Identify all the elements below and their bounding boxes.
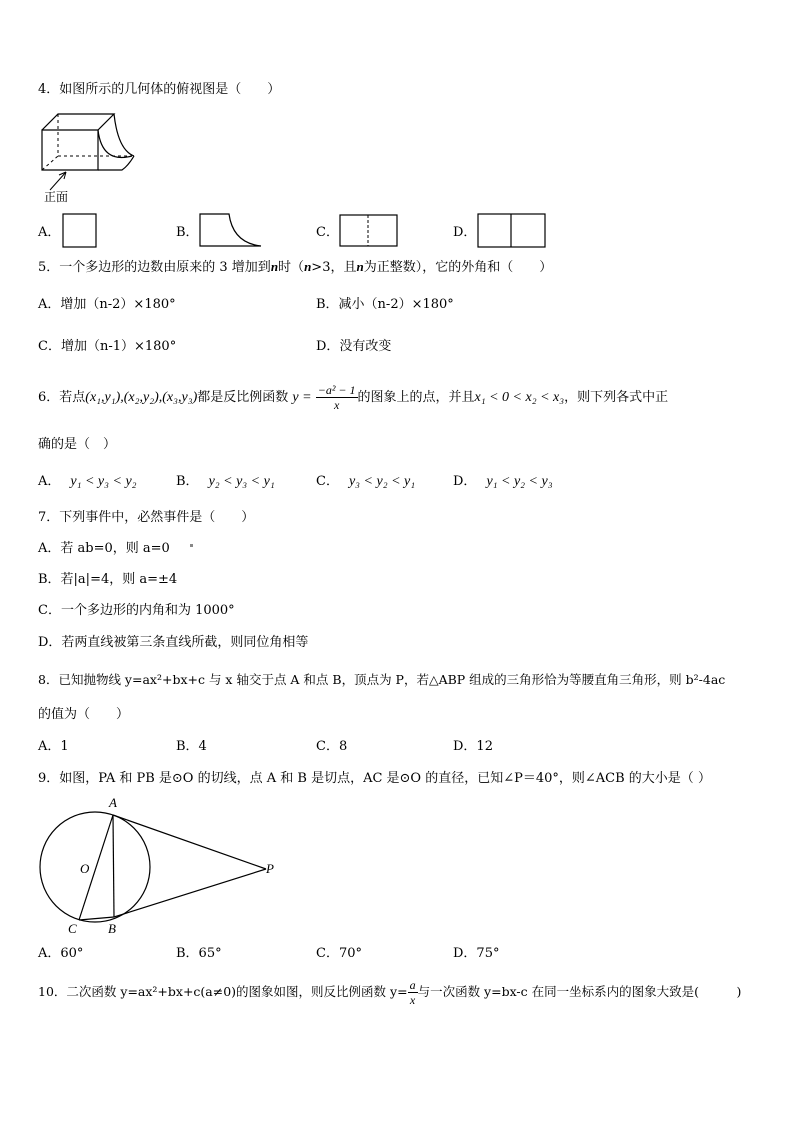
q6-stem-c: 的图象上的点，并且 (357, 390, 475, 405)
q4-front-label: 正面 (44, 190, 69, 204)
q9-option-a: A．60° (38, 946, 84, 961)
q4-option-a-figure (62, 213, 98, 249)
q9-label-p: P (266, 861, 274, 876)
q10-stem-a: 10．二次函数 y=ax²+bx+c(a≠0)的图象如图，则反比例函数 y= (38, 984, 408, 999)
q6-points: (x₁,y₁),(x₂,y₂),(x₃,y₃) (85, 390, 198, 405)
q5-option-d: D．没有改变 (316, 339, 392, 354)
q6-option-d-label: D． (453, 474, 477, 489)
q7-option-c: C．一个多边形的内角和为 1000° (38, 603, 235, 618)
q6-func-lhs: y = (292, 390, 312, 405)
q9-option-c: C．70° (316, 946, 362, 961)
q4-option-c-label: C． (316, 225, 339, 240)
q8-option-b: B．4 (176, 739, 207, 754)
q9-option-d: D．75° (453, 946, 500, 961)
q8-option-d: D．12 (453, 739, 493, 754)
q4-option-d-label: D． (453, 225, 477, 240)
q6-option-a (38, 473, 137, 491)
q6-option-b (176, 473, 275, 491)
q10-fraction (408, 978, 418, 1007)
q4-option-c-figure (339, 214, 399, 248)
q9-label-a: A (109, 795, 117, 810)
q8-option-a: A．1 (38, 739, 69, 754)
q4-option-b-label: B． (176, 225, 199, 240)
q9-option-b: B．65° (176, 946, 222, 961)
q9-chord-ab (113, 815, 114, 917)
q10-frac-den: x (409, 993, 416, 1007)
q9-tangent-pb (114, 869, 266, 917)
q6-stem-a: 6．若点 (38, 390, 86, 405)
q8-stem-line2: 的值为（ ） (38, 707, 130, 722)
q9-stem: 9．如图，PA 和 PB 是⊙O 的切线，点 A 和 B 是切点，AC 是⊙O 的直径，已知∠P＝40°，则∠ACB 的大小是（ ） (38, 771, 711, 786)
q9-chord-cb (79, 917, 114, 920)
q7-stem: 7．下列事件中，必然事件是（ ） (38, 510, 255, 525)
q4-option-b-figure (199, 213, 263, 249)
q6-option-a-value: y₁ < y₃ < y₂ (70, 474, 137, 489)
q5-n3: n (356, 259, 364, 274)
q9-label-b: B (108, 921, 116, 936)
q10-stem (38, 976, 741, 1008)
q5-n2: n (304, 259, 312, 274)
q6-option-b-value: y₂ < y₃ < y₁ (208, 474, 275, 489)
q6-option-a-label: A． (38, 474, 61, 489)
q9-label-o: O (80, 861, 90, 876)
q7-option-a: A．若 ab=0，则 a=0 (38, 541, 170, 556)
q4-option-d-figure (477, 213, 547, 249)
q9-tangent-pa (113, 815, 266, 869)
q6-condition: x₁ < 0 < x₂ < x₃ (474, 390, 565, 405)
q5-stem-a: 5．一个多边形的边数由原来的 3 增加到 (38, 260, 271, 275)
q5-stem (38, 258, 552, 277)
q7-option-d: D．若两直线被第三条直线所截，则同位角相等 (38, 635, 309, 650)
q6-option-d-value: y₁ < y₂ < y₃ (486, 474, 553, 489)
q6-func-den: x (333, 398, 340, 412)
q9-circle (40, 812, 150, 922)
q6-stem-d: ，则下列各式中正 (564, 390, 669, 405)
q5-n1: n (270, 259, 279, 274)
q4-option-a-label: A． (38, 225, 61, 240)
q6-option-c (316, 473, 415, 491)
q6-option-c-label: C． (316, 474, 339, 489)
q10-stem-b: 与一次函数 y=bx-c 在同一坐标系内的图象大致是( ) (417, 984, 742, 999)
q5-stem-d: 为正整数），它的外角和（ ） (363, 260, 553, 275)
q5-stem-c: >3，且 (311, 260, 357, 275)
q7-stray-mark (190, 544, 193, 547)
q5-option-c: C．增加（n-1）×180° (38, 339, 177, 354)
q6-option-b-label: B． (176, 474, 199, 489)
q4-stem: 4．如图所示的几何体的俯视图是（ ） (38, 82, 281, 97)
q5-option-b: B．减小（n-2）×180° (316, 297, 454, 312)
q10-frac-num: a (409, 978, 416, 992)
q8-stem: 8．已知抛物线 y=ax²+bx+c 与 x 轴交于点 A 和点 B，顶点为 P，若△ABP 组成的三角形恰为等腰直角三角形，则 b²-4ac (38, 672, 726, 687)
q6-option-d (453, 473, 553, 491)
q5-option-a: A．增加（n-2）×180° (38, 297, 176, 312)
q5-stem-b: 时（ (278, 260, 305, 275)
q7-option-b: B．若|a|=4，则 a=±4 (38, 572, 178, 587)
q6-option-c-value: y₃ < y₂ < y₁ (348, 474, 416, 489)
q6-func-num: −a² − 1 (317, 383, 356, 397)
q6-stem-line2: 确的是（ ） (38, 437, 117, 452)
q6-stem-b: 都是反比例函数 (197, 390, 289, 405)
q9-label-c: C (68, 921, 77, 936)
q8-option-c: C．8 (316, 739, 348, 754)
q9-circle-tangent-diagram (34, 792, 284, 938)
q6-func-fraction (316, 383, 358, 412)
q6-stem (38, 382, 668, 414)
